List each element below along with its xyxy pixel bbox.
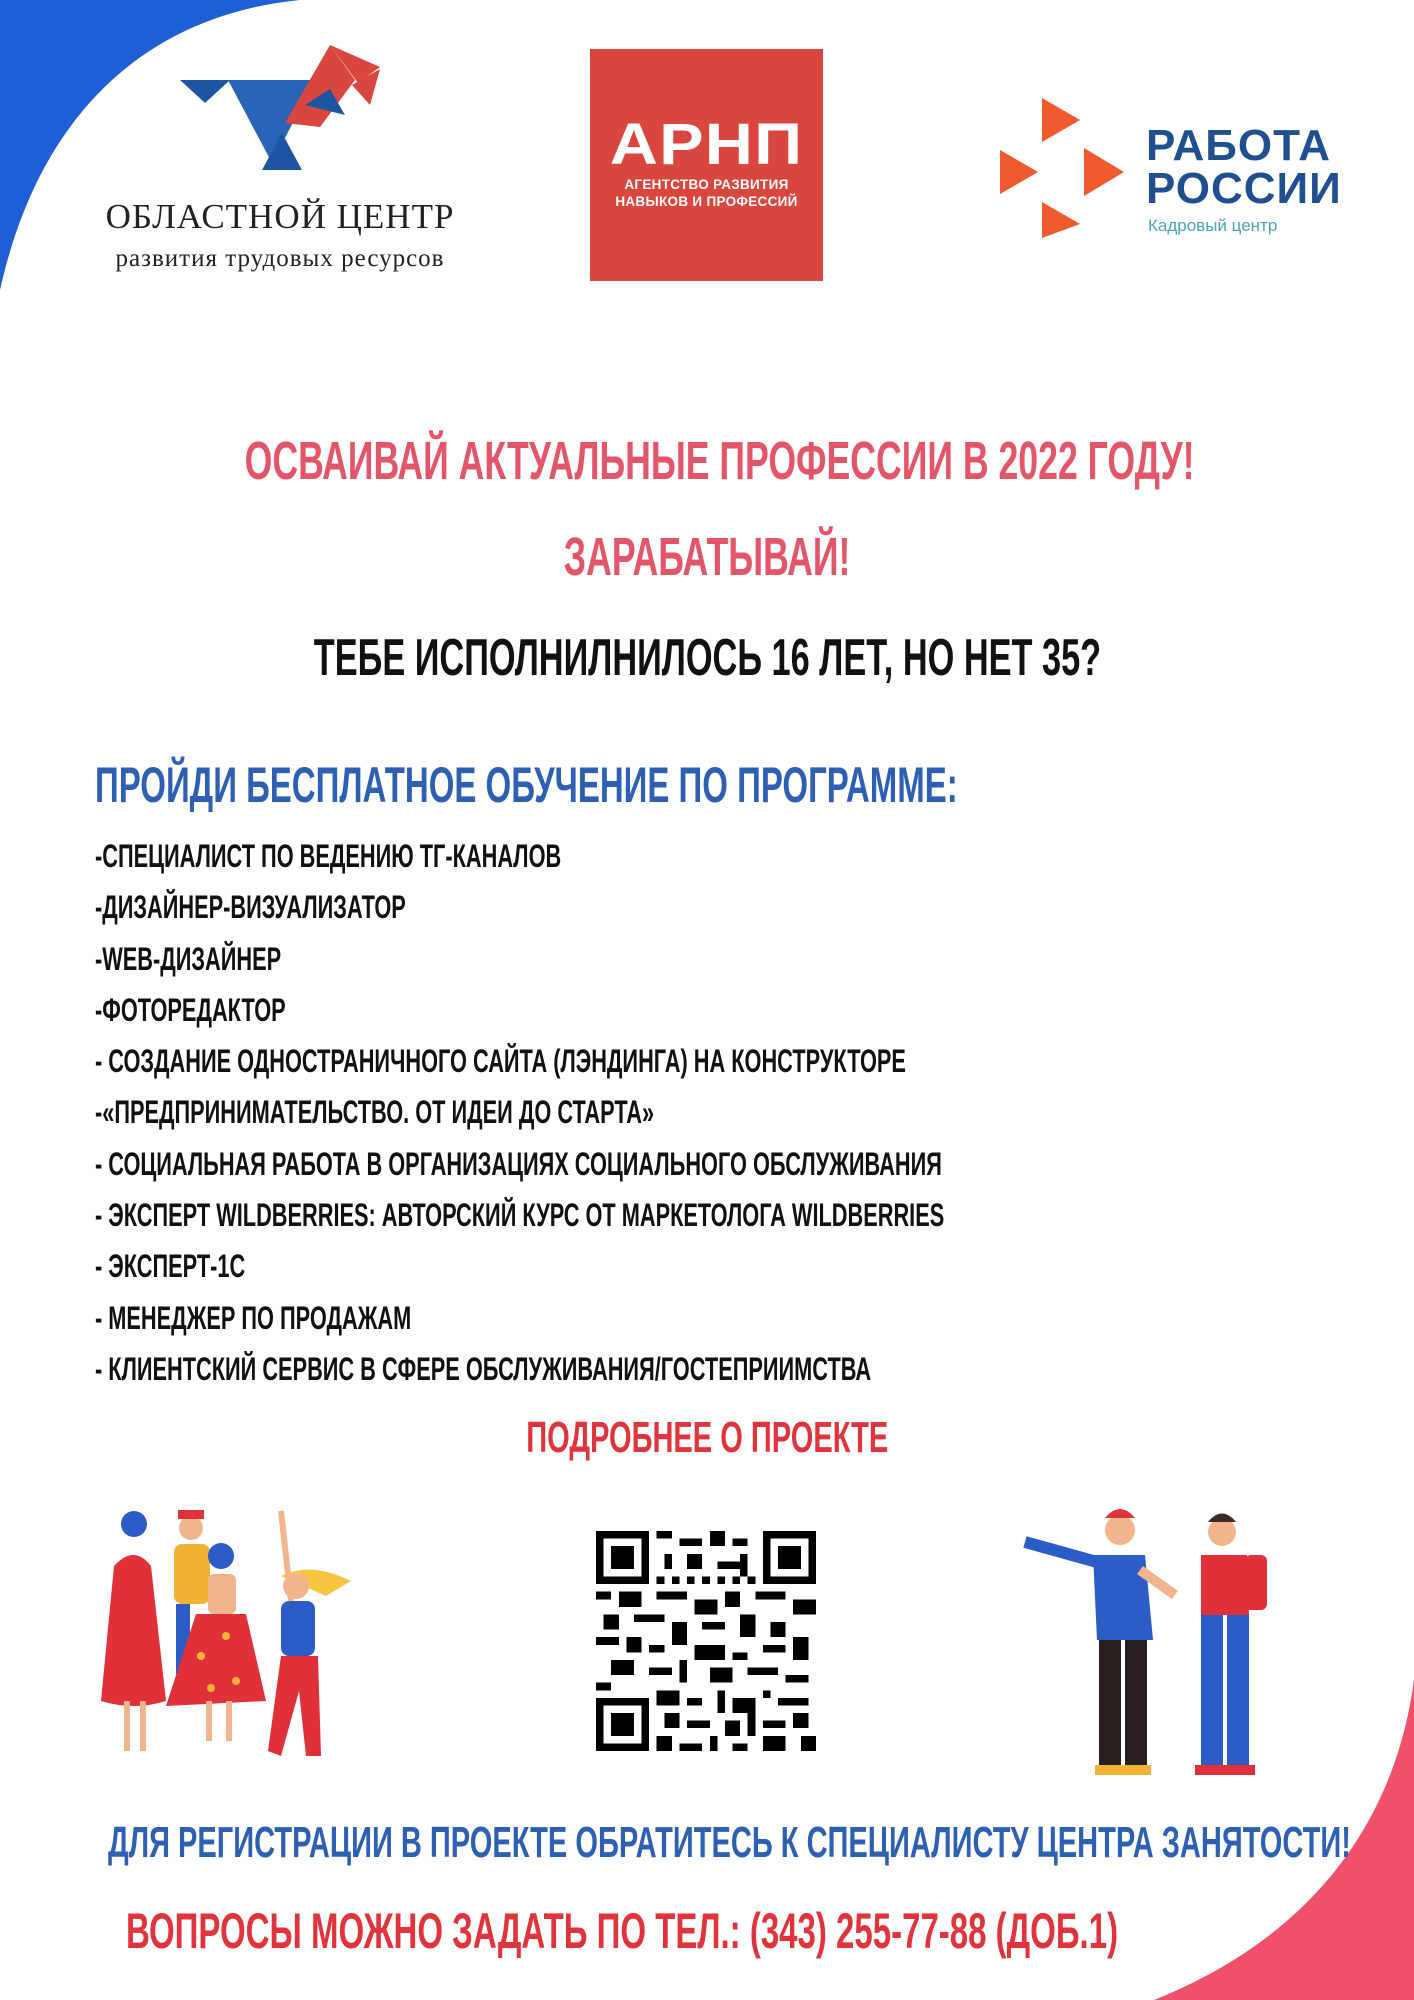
ocrtr-subtitle: развития трудовых ресурсов <box>115 245 445 272</box>
program-item <box>95 1041 1344 1092</box>
rabota-arrows-icon <box>1000 98 1130 238</box>
headline-main-text: ОСВАИВАЙ АКТУАЛЬНЫЕ ПРОФЕССИИ В 2022 ГОДУ! <box>244 431 1195 491</box>
arnp-subtitle-1: АГЕНТСТВО РАЗВИТИЯ <box>624 177 789 192</box>
headline-earn <box>0 526 1414 588</box>
arnp-title: АРНП <box>609 112 804 177</box>
check-mark-logo-icon <box>180 45 380 180</box>
two-men-illustration <box>1015 1500 1270 1785</box>
rabota-title-2: РОССИИ <box>1146 164 1342 213</box>
ocrtr-title: ОБЛАСТНОЙ ЦЕНТР <box>105 197 455 236</box>
headline-main <box>0 430 1414 492</box>
program-item <box>95 1349 1344 1400</box>
program-item-text: - ЭКСПЕРТ-1С <box>95 1248 246 1285</box>
logo-rabota-rossii <box>1000 98 1350 238</box>
program-item-text: - КЛИЕНТСКИЙ СЕРВИС В СФЕРЕ ОБСЛУЖИВАНИЯ/ГОСТЕПРИИМСТВА <box>95 1350 872 1387</box>
contact-phone-text[interactable]: ВОПРОСЫ МОЖНО ЗАДАТЬ ПО ТЕЛ.: (343) 255-77-88 (ДОБ.1) <box>126 1903 1119 1959</box>
program-item <box>95 1246 1344 1297</box>
program-item-text: - СОЗДАНИЕ ОДНОСТРАНИЧНОГО САЙТА (ЛЭНДИНГА) НА КОНСТРУКТОРЕ <box>95 1043 906 1080</box>
registration-text: ДЛЯ РЕГИСТРАЦИИ В ПРОЕКТЕ ОБРАТИТЕСЬ К СПЕЦИАЛИСТУ ЦЕНТРА ЗАНЯТОСТИ! <box>108 1818 1351 1867</box>
rabota-subtitle: Кадровый центр <box>1148 216 1278 235</box>
details-link[interactable]: ПОДРОБНЕЕ О ПРОЕКТЕ <box>525 1413 889 1462</box>
program-item-text: -ДИЗАЙНЕР-ВИЗУАЛИЗАТОР <box>95 889 406 926</box>
headline-age-text: ТЕБЕ ИСПОЛНИЛНИЛОСЬ 16 ЛЕТ, НО НЕТ 35? <box>313 629 1101 687</box>
headline-earn-text: ЗАРАБАТЫВАЙ! <box>563 527 851 587</box>
logo-arnp <box>590 49 823 281</box>
program-item <box>95 990 1344 1041</box>
headline-age <box>0 628 1414 688</box>
program-item <box>95 836 1344 887</box>
details-heading <box>0 1413 1414 1463</box>
program-item <box>95 1144 1344 1195</box>
arnp-subtitle-2: НАВЫКОВ И ПРОФЕССИЙ <box>615 194 798 209</box>
program-item <box>95 1195 1344 1246</box>
program-item <box>95 1298 1344 1349</box>
program-item-text: -WEB-ДИЗАЙНЕР <box>95 940 282 977</box>
program-item <box>95 1092 1344 1143</box>
program-list <box>95 836 1344 1400</box>
program-title <box>95 756 1402 814</box>
program-item <box>95 887 1344 938</box>
rabota-title-1: РАБОТА <box>1146 121 1331 170</box>
qr-code[interactable] <box>596 1531 816 1751</box>
logo-oblastnoy-center <box>90 45 470 285</box>
program-title-text: ПРОЙДИ БЕСПЛАТНОЕ ОБУЧЕНИЕ ПО ПРОГРАММЕ: <box>95 757 958 813</box>
contact-phone <box>126 1902 1414 1960</box>
registration-note <box>108 1818 1414 1868</box>
dancing-people-illustration <box>96 1506 386 1771</box>
program-item-text: - СОЦИАЛЬНАЯ РАБОТА В ОРГАНИЗАЦИЯХ СОЦИАЛЬНОГО ОБСЛУЖИВАНИЯ <box>95 1145 942 1182</box>
program-item-text: - ЭКСПЕРТ WILDBERRIES: АВТОРСКИЙ КУРС ОТ МАРКЕТОЛОГА WILDBERRIES <box>95 1197 945 1234</box>
program-item-text: -ФОТОРЕДАКТОР <box>95 991 286 1028</box>
program-item <box>95 939 1344 990</box>
program-item-text: -СПЕЦИАЛИСТ ПО ВЕДЕНИЮ ТГ-КАНАЛОВ <box>95 838 562 874</box>
program-item-text: - МЕНЕДЖЕР ПО ПРОДАЖАМ <box>95 1299 412 1336</box>
program-item-text: -«ПРЕДПРИНИМАТЕЛЬСТВО. ОТ ИДЕИ ДО СТАРТА» <box>95 1094 655 1131</box>
